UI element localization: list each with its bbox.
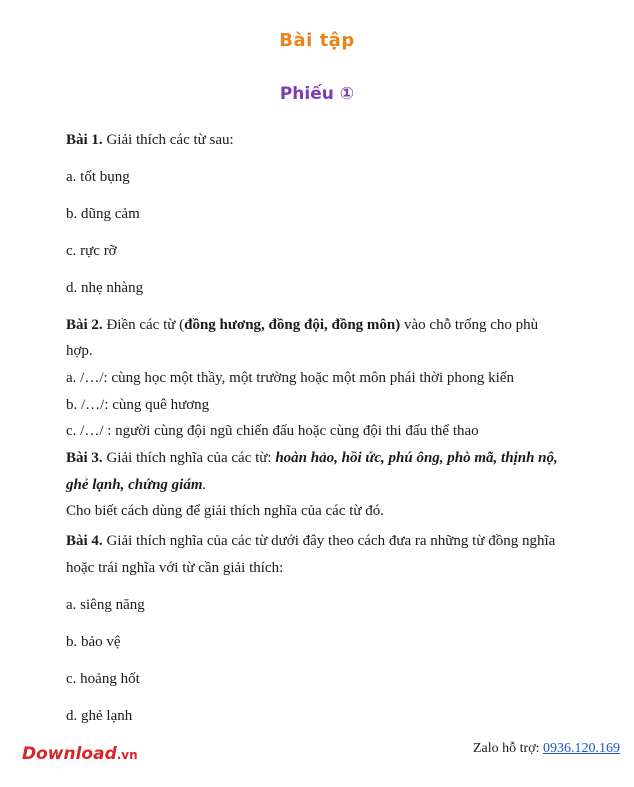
exercise-3-words-1: hoàn hảo, hồi ức, phú ông, phò mã, thịnh nộ, (275, 450, 558, 466)
exercise-2-heading (66, 315, 538, 335)
exercise-3-text: Giải thích nghĩa của các từ: (102, 450, 276, 466)
exercise-2-text-after: vào chỗ trống cho phù (400, 317, 539, 333)
exercise-2-item-b: b. /…/: cùng quê hương (66, 397, 210, 413)
exercise-3-label: Bài 3. (66, 450, 103, 466)
exercise-1-item-d: d. nhẹ nhàng (66, 280, 144, 296)
zalo-support (473, 741, 620, 757)
zalo-support-label: Zalo hỗ trợ: (473, 741, 543, 756)
document-title: Bài tập (279, 30, 355, 51)
exercise-4-text: Giải thích nghĩa của các từ dưới đây theo cách đưa ra những từ đồng nghĩa (102, 533, 556, 549)
sheet-title: Phiếu ① (279, 84, 355, 104)
zalo-phone-link[interactable]: 0936.120.169 (543, 741, 620, 756)
exercise-1-heading (66, 130, 234, 150)
logo-suffix-text: .vn (116, 748, 138, 762)
exercise-1-label: Bài 1. (66, 132, 103, 148)
exercise-3-heading (66, 448, 558, 468)
exercise-3-instruction: Cho biết cách dùng để giải thích nghĩa của các từ đó. (66, 503, 385, 519)
exercise-2-label: Bài 2. (66, 317, 103, 333)
exercise-4-item-d: d. ghẻ lạnh (66, 708, 133, 724)
download-logo[interactable] (22, 744, 138, 764)
exercise-4-heading-cont: hoặc trái nghĩa với từ cần giải thích: (66, 560, 284, 576)
exercise-4-label: Bài 4. (66, 533, 103, 549)
exercise-4-item-b: b. bảo vệ (66, 634, 121, 650)
logo-main-text: Download (22, 744, 117, 764)
exercise-2-words: đồng hương, đồng đội, đồng môn) (184, 317, 401, 333)
exercise-1-item-c: c. rực rỡ (66, 243, 117, 259)
exercise-2-text-before: Điền các từ ( (102, 317, 185, 333)
exercise-4-item-c: c. hoảng hốt (66, 671, 140, 687)
exercise-4-item-a: a. siêng năng (66, 597, 145, 613)
exercise-3-words-line2 (66, 475, 206, 495)
exercise-1-item-b: b. dũng cảm (66, 206, 140, 222)
exercise-2-heading-cont: hợp. (66, 343, 93, 359)
exercise-3-period: . (202, 477, 207, 493)
exercise-4-heading (66, 531, 555, 551)
exercise-2-item-a: a. /…/: cùng học một thầy, một trường hoặc một môn phái thời phong kiến (66, 370, 514, 386)
exercise-1-item-a: a. tốt bụng (66, 169, 130, 185)
exercise-2-item-c: c. /…/ : người cùng đội ngũ chiến đấu hoặc cùng đội thi đấu thể thao (66, 423, 479, 439)
exercise-3-words-2: ghẻ lạnh, chứng giám (66, 477, 203, 493)
exercise-1-text: Giải thích các từ sau: (102, 132, 234, 148)
